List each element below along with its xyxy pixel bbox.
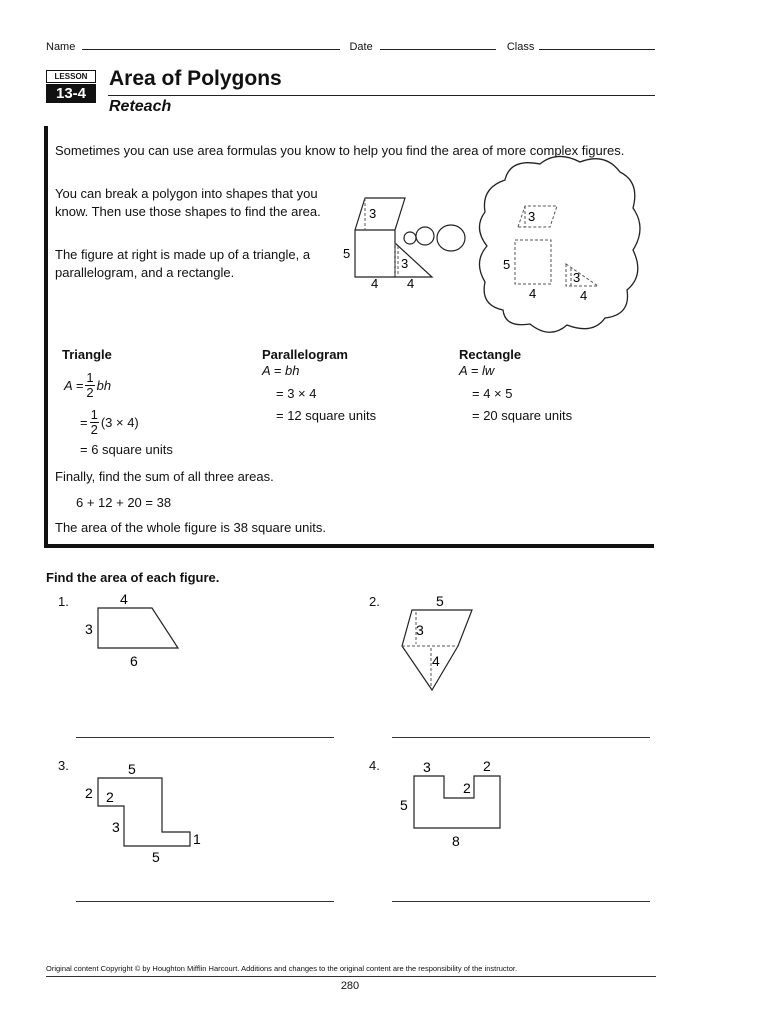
exercise-number-3: 3. (58, 758, 69, 773)
footer-rule (46, 976, 656, 977)
thought-cloud (479, 156, 640, 332)
thought-bubble-medium (416, 227, 434, 245)
ex3-label-mid-left: 3 (112, 819, 120, 835)
exercise-number-4: 4. (369, 758, 380, 773)
exercise-1-trapezoid (80, 588, 200, 678)
page-subtitle: Reteach (109, 98, 172, 115)
sum-equation: 6 + 12 + 20 = 38 (76, 495, 172, 510)
answer-line-1[interactable] (76, 737, 334, 738)
exercise-3-polygon (80, 756, 210, 871)
cloud-label-rect-side: 5 (503, 257, 511, 272)
ex4-label-bottom: 8 (452, 833, 460, 849)
parallelogram-heading: Parallelogram (262, 347, 348, 362)
break-text: You can break a polygon into shapes that you know. Then use those shapes to find the area. (55, 186, 321, 219)
triangle-formula-a: A = (64, 377, 84, 393)
ex4-label-top-left: 3 (423, 759, 431, 775)
title-rule (108, 95, 655, 96)
parallelogram-substitution: = 3 × 4 (276, 386, 317, 401)
ex1-label-bottom: 6 (130, 653, 138, 669)
composite-figure-diagram (335, 150, 645, 340)
ex2-label-top: 5 (436, 593, 444, 609)
cloud-label-tri-height: 3 (573, 270, 581, 285)
triangle-substitution (80, 404, 139, 440)
lesson-number: 13-4 (46, 84, 96, 103)
finally-text: Finally, find the sum of all three areas. (55, 469, 274, 484)
ex4-label-left: 5 (400, 797, 408, 813)
thought-bubble-small (404, 232, 416, 244)
triangle-formula (64, 367, 111, 403)
cloud-label-tri-bottom: 4 (580, 288, 588, 303)
composite-label-inner: 3 (401, 256, 409, 271)
exercises-heading: Find the area of each figure. (46, 570, 220, 585)
composite-label-top: 3 (369, 206, 377, 221)
made-up-text: The figure at right is made up of a triangle, a parallelogram, and a rectangle. (55, 247, 311, 280)
exercise-number-2: 2. (369, 594, 380, 609)
ex4-label-top-right: 2 (483, 758, 491, 774)
name-row (46, 38, 655, 53)
triangle-formula-bh: bh (96, 377, 112, 393)
rectangle-substitution: = 4 × 5 (472, 386, 513, 401)
page-number: 280 (340, 980, 360, 992)
composite-outline (355, 198, 432, 277)
ex3-label-bottom: 5 (152, 849, 160, 865)
thought-bubble-large (437, 225, 465, 251)
conclusion-text: The area of the whole figure is 38 square units. (55, 520, 326, 535)
date-label: Date (349, 41, 373, 53)
answer-line-2[interactable] (392, 737, 650, 738)
exercise-number-1: 1. (58, 594, 69, 609)
class-label: Class (506, 41, 535, 53)
triangle-result: = 6 square units (80, 442, 173, 457)
copyright-notice: Original content Copyright © by Houghton Mifflin Harcourt. Additions and changes to the original content are the responsibility of the instructor. (46, 964, 518, 973)
ex2-label-lower: 4 (432, 653, 440, 669)
name-label: Name (46, 41, 76, 53)
lesson-badge-label: LESSON (46, 70, 96, 83)
ex4-label-notch: 2 (463, 780, 471, 796)
rectangle-heading: Rectangle (459, 347, 522, 362)
composite-left-side (355, 230, 395, 277)
answer-line-3[interactable] (76, 901, 334, 902)
triangle-sub-rest: (3 × 4) (100, 414, 139, 430)
triangle-heading: Triangle (62, 347, 112, 362)
exercise-4-polygon (394, 756, 524, 856)
answer-line-4[interactable] (392, 901, 650, 902)
ex3-label-inner-left: 2 (106, 789, 114, 805)
name-field[interactable] (82, 38, 340, 50)
rectangle-formula: A = lw (459, 363, 495, 378)
triangle-sub-eq: = (80, 414, 88, 430)
intro-text: Sometimes you can use area formulas you know to help you find the area of more complex figures. (55, 143, 625, 158)
fraction-one-half-2: $\frac{1}{2}$ (90, 406, 98, 437)
date-field[interactable] (380, 38, 496, 50)
composite-label-bottom-left: 4 (371, 276, 379, 291)
page-title: Area of Polygons (109, 67, 282, 90)
class-field[interactable] (539, 38, 655, 50)
lesson-badge (46, 70, 96, 104)
reteach-box-bottom-border (44, 544, 654, 548)
ex3-label-top: 5 (128, 761, 136, 777)
cloud-label-para: 3 (528, 209, 536, 224)
exercise-2-pentagon (394, 588, 494, 698)
rectangle-result: = 20 square units (472, 408, 573, 423)
ex3-label-right: 1 (193, 831, 201, 847)
fraction-one-half: $\frac{1}{2}$ (86, 369, 94, 400)
ex3-label-outer-left: 2 (85, 785, 93, 801)
composite-label-left: 5 (343, 246, 351, 261)
cloud-label-rect-bottom: 4 (529, 286, 537, 301)
parallelogram-result: = 12 square units (276, 408, 377, 423)
ex2-label-upper: 3 (416, 622, 424, 638)
reteach-box-left-border (44, 126, 48, 548)
ex1-label-left: 3 (85, 621, 93, 637)
composite-label-bottom-right: 4 (407, 276, 415, 291)
parallelogram-formula: A = bh (262, 363, 300, 378)
ex1-label-top: 4 (120, 591, 128, 607)
